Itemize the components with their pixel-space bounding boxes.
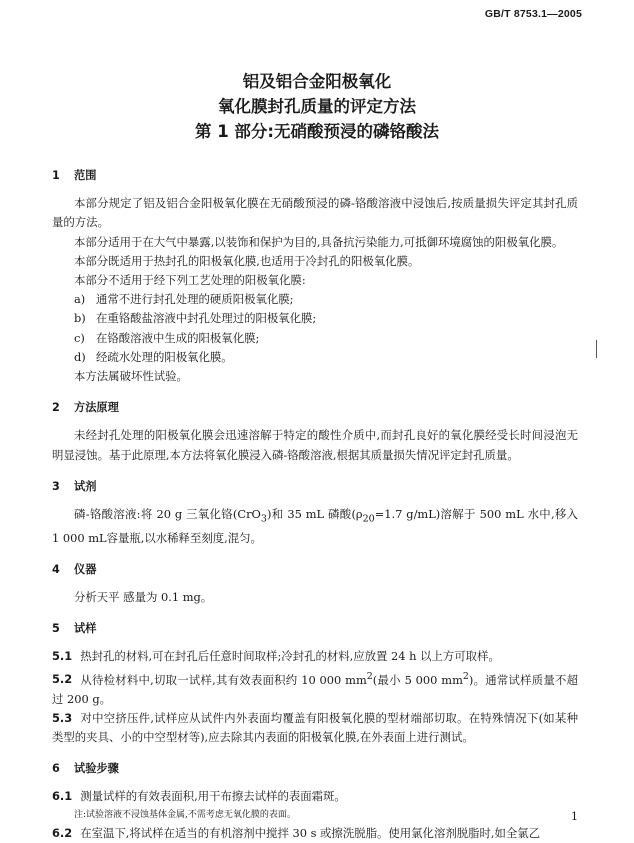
clause-number: 6.1 (52, 789, 73, 804)
standard-code: GB/T 8753.1—2005 (484, 8, 582, 20)
title-line-1: 铝及铝合金阳极氧化 (242, 72, 392, 91)
list-item-text: 在重铬酸盐溶液中封孔处理过的阳极氧化膜; (96, 311, 317, 326)
paragraph: 本部分既适用于热封孔的阳极氧化膜,也适用于冷封孔的阳极氧化膜。 (74, 253, 420, 268)
subscript: 3 (260, 513, 267, 525)
clause-text: 从待检材料中,切取一试样,其有效表面积约 10 000 mm (80, 672, 367, 687)
section-number: 2 (52, 401, 60, 415)
section-heading-4 (52, 560, 578, 579)
clause (52, 787, 578, 806)
section-title: 方法原理 (74, 401, 119, 415)
clause-text: 在室温下,将试样在适当的有机溶剂中搅拌 30 s 或擦洗脱脂。使用氯化溶剂脱脂时,如全氯乙 (80, 825, 541, 840)
list-item (52, 329, 578, 348)
paragraph: 本部分规定了铝及铝合金阳极氧化膜在无硝酸预浸的磷-铬酸溶液中浸蚀后,按质量损失评定其封孔质量的方法。 (52, 196, 578, 230)
section-number: 4 (52, 562, 60, 576)
note: 注:试验溶液不浸蚀基体金属,不需考虑无氧化膜的表面。 (74, 809, 296, 820)
document-title (0, 69, 634, 144)
list-item (52, 348, 578, 367)
section-number: 3 (52, 479, 60, 493)
list-item (52, 290, 578, 309)
section-title: 试样 (74, 622, 97, 636)
document-body (52, 162, 578, 843)
superscript: 2 (462, 670, 469, 682)
list-item-text: 通常不进行封孔处理的硬质阳极氧化膜; (96, 292, 294, 307)
section-title: 范围 (74, 169, 97, 182)
clause (52, 647, 578, 666)
subscript: 20 (362, 513, 375, 525)
title-line-2: 氧化膜封孔质量的评定方法 (218, 97, 416, 116)
paragraph (52, 505, 578, 548)
section-number: 1 (52, 169, 60, 182)
clause-text: 测量试样的有效表面积,用干布擦去试样的表面霜斑。 (80, 789, 346, 804)
section-heading-6 (52, 759, 578, 778)
paragraph: 未经封孔处理的阳极氧化膜会迅速溶解于特定的酸性介质中,而封孔良好的氧化膜经受长时间浸泡无明显浸蚀。基于此原理,本方法将氧化膜浸入磷-铬酸溶液,根据其质量损失情况评定封孔质量。 (52, 428, 578, 462)
clause-number: 5.2 (52, 672, 73, 687)
section-title: 试剂 (74, 479, 97, 493)
list-marker: a) (74, 292, 86, 307)
clause-number: 5.3 (52, 710, 73, 725)
list-item-text: 经疏水处理的阳极氧化膜。 (96, 349, 233, 364)
list-item-text: 在铬酸溶液中生成的阳极氧化膜; (96, 330, 260, 345)
title-line-3: 第 1 部分:无硝酸预浸的磷铬酸法 (194, 122, 440, 141)
list-marker: d) (74, 349, 86, 364)
section-heading-5 (52, 619, 578, 638)
paragraph: 本方法属破坏性试验。 (74, 369, 188, 384)
clause-text: 热封孔的材料,可在封孔后任意时间取样;冷封孔的材料,应放置 24 h 以上方可取样。 (80, 649, 500, 664)
clause (52, 824, 578, 843)
text-run: 磷-铬酸溶液:将 20 g 三氧化铬(CrO (74, 507, 261, 522)
section-title: 试验步骤 (74, 762, 119, 776)
paragraph: 分析天平 感量为 0.1 mg。 (74, 589, 213, 604)
paragraph: 本部分适用于在大气中暴露,以装饰和保护为目的,具备抗污染能力,可抵御环境腐蚀的阳极氧化膜。 (74, 234, 564, 249)
clause (52, 667, 578, 709)
list-item (52, 309, 578, 328)
clause-number: 5.1 (52, 649, 73, 664)
section-heading-2 (52, 398, 578, 417)
section-heading-3 (52, 477, 578, 496)
clause (52, 709, 578, 747)
clause-text: )。通常试样质量不超过 200 g。 (52, 672, 578, 706)
clause-text: (最小 5 000 mm (372, 672, 463, 687)
section-number: 5 (52, 622, 60, 636)
text-run: =1.7 g/mL)溶解于 500 mL 水中,移入 1 000 mL容量瓶,以水稀释至刻度,混匀。 (52, 507, 579, 545)
margin-mark (596, 340, 597, 358)
list-marker: b) (74, 311, 86, 326)
text-run: )和 35 mL 磷酸(ρ (266, 507, 363, 522)
section-heading-1 (52, 166, 578, 185)
superscript: 2 (366, 670, 373, 682)
section-number: 6 (52, 762, 60, 776)
page-number: 1 (571, 810, 578, 823)
clause-text: 对中空挤压件,试样应从试件内外表面均覆盖有阳极氧化膜的型材端部切取。在特殊情况下(如某种类型的夹具、小的中空型材等),应去除其内表面的阳极氧化膜,在外表面上进行测试。 (52, 710, 578, 744)
paragraph: 本部分不适用于经下列工艺处理的阳极氧化膜: (74, 273, 306, 288)
list-marker: c) (74, 330, 85, 345)
section-title: 仪器 (74, 562, 97, 576)
clause-number: 6.2 (52, 825, 73, 840)
